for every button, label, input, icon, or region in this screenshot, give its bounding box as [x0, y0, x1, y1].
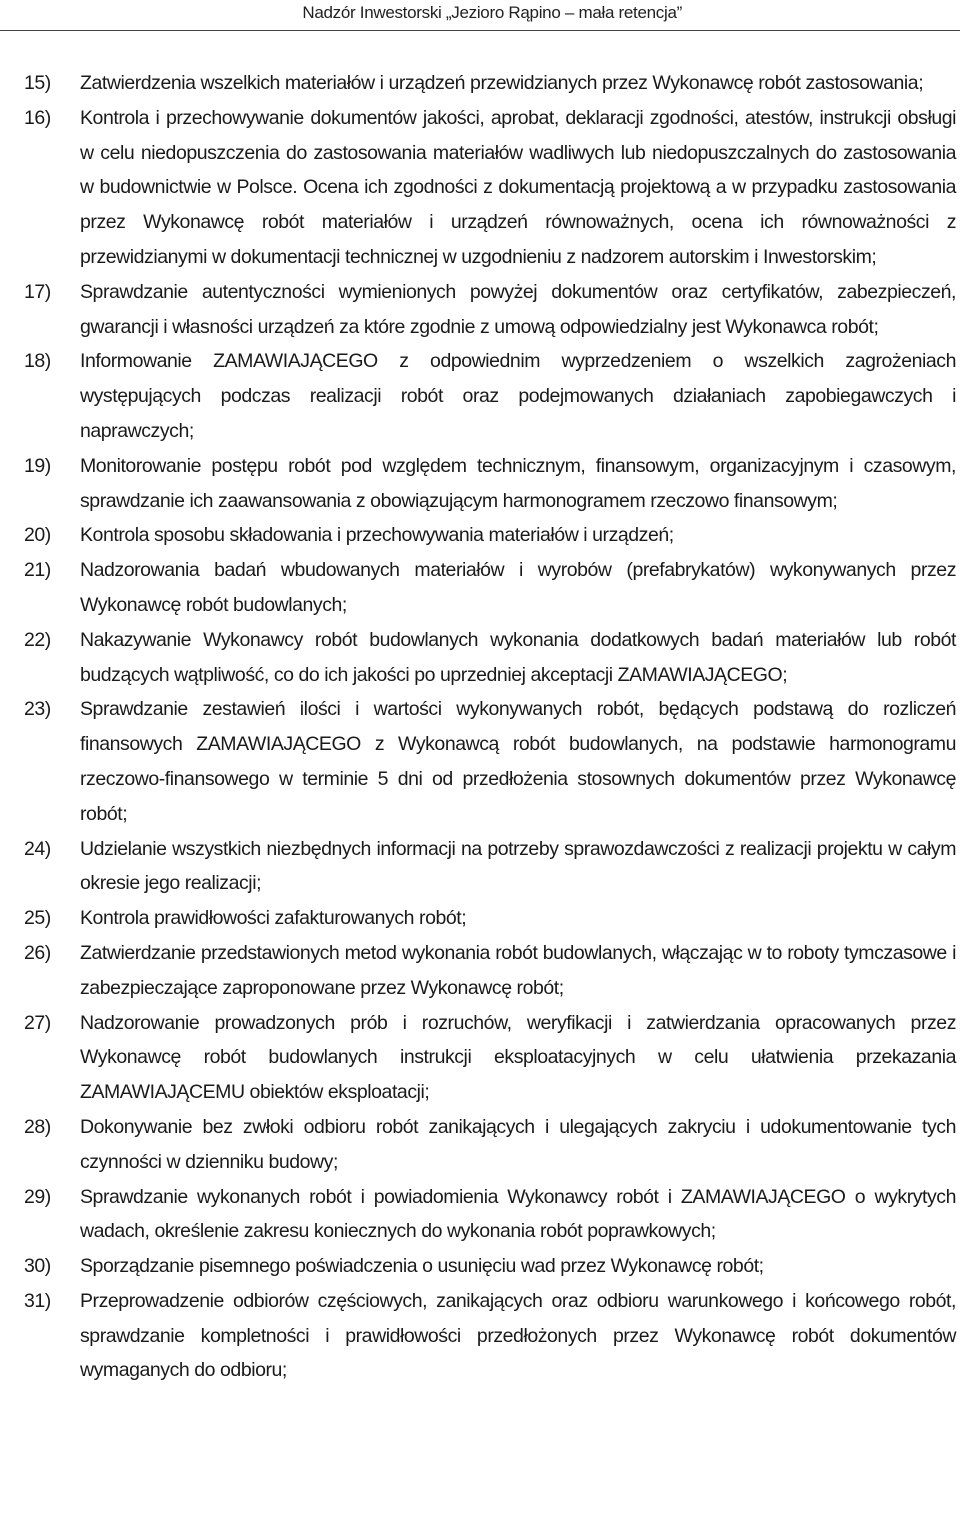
item-text: Sporządzanie pisemnego poświadczenia o usunięciu wad przez Wykonawcę robót; — [80, 1255, 764, 1278]
item-number: 17) — [24, 280, 51, 303]
list-item — [0, 344, 960, 448]
list-item — [0, 66, 960, 101]
item-text: Sprawdzanie wykonanych robót i powiadomienia Wykonawcy robót i ZAMAWIAJĄCEGO o wykrytych wadach, określenie zakresu koniecznych do wykonania robót poprawkowych; — [80, 1185, 956, 1243]
item-number: 15) — [24, 72, 51, 94]
list-item — [0, 692, 960, 831]
list-item — [0, 1180, 960, 1250]
item-text: Kontrola sposobu składowania i przechowywania materiałów i urządzeń; — [80, 524, 674, 547]
item-text: Sprawdzanie zestawień ilości i wartości wykonywanych robót, będących podstawą do rozliczeń finansowych ZAMAWIAJĄCEGO z Wykonawcą robót budowlanych, na podstawie harmonogramu rzeczowo-finansowego w terminie 5 dni od przedłożenia stosownych dokumentów przez Wykonawcę robót; — [80, 698, 956, 825]
duties-list — [0, 66, 960, 1388]
item-number: 21) — [24, 559, 51, 582]
running-header — [0, 0, 960, 31]
item-text: Zatwierdzanie przedstawionych metod wykonania robót budowlanych, włączając w to roboty tymczasowe i zabezpieczające zaproponowane przez Wykonawcę robót; — [80, 941, 956, 999]
item-text: Informowanie ZAMAWIAJĄCEGO z odpowiednim wyprzedzeniem o wszelkich zagrożeniach występujących podczas realizacji robót oraz podejmowanych działaniach zapobiegawczych i naprawczych; — [80, 350, 956, 442]
item-number: 24) — [24, 837, 51, 860]
item-number: 22) — [24, 628, 51, 651]
item-number: 29) — [24, 1185, 51, 1208]
item-number: 20) — [24, 524, 51, 547]
item-text: Nakazywanie Wykonawcy robót budowlanych wykonania dodatkowych badań materiałów lub robót budzących wątpliwość, co do ich jakości po uprzedniej akceptacji ZAMAWIAJĄCEGO; — [80, 628, 956, 686]
item-number: 30) — [24, 1255, 51, 1278]
item-number: 23) — [24, 698, 51, 721]
item-text: Przeprowadzenie odbiorów częściowych, zanikających oraz odbioru warunkowego i końcowego robót, sprawdzanie kompletności i prawidłowości przedłożonych przez Wykonawcę robót dokumentów wymaganych do odbioru; — [80, 1289, 956, 1382]
item-number: 19) — [24, 454, 51, 477]
item-text: Nadzorowania badań wbudowanych materiałów i wyrobów (prefabrykatów) wykonywanych przez Wykonawcę robót budowlanych; — [80, 559, 956, 616]
item-text: Udzielanie wszystkich niezbędnych informacji na potrzeby sprawozdawczości z realizacji projektu w całym okresie jego realizacji; — [80, 837, 956, 895]
document-header-title: Nadzór Inwestorski „Jezioro Rąpino – mała retencja” — [302, 3, 682, 22]
item-text: Kontrola i przechowywanie dokumentów jakości, aprobat, deklaracji zgodności, atestów, instrukcji obsługi w celu niedopuszczenia do zastosowania materiałów wadliwych lub niedopuszczalnych do zastosowania w budownictwie w Polsce. Ocena ich zgodności z dokumentacją projektową a w przypadku zastosowania przez Wykonawcę robót materiałów i urządzeń równoważnych, ocena ich równoważności z przewidzianymi w dokumentacji technicznej w uzgodnieniu z nadzorem autorskim i Inwestorskim; — [80, 106, 956, 268]
list-item — [0, 901, 960, 936]
item-number: 28) — [24, 1115, 51, 1138]
list-item — [0, 553, 960, 623]
item-text: Sprawdzanie autentyczności wymienionych powyżej dokumentów oraz certyfikatów, zabezpieczeń, gwarancji i własności urządzeń za które zgodnie z umową odpowiedzialny jest Wykonawca robót; — [80, 280, 956, 338]
list-item — [0, 1110, 960, 1180]
list-item — [0, 936, 960, 1006]
item-text: Dokonywanie bez zwłoki odbioru robót zanikających i ulegających zakryciu i udokumentowanie tych czynności w dzienniku budowy; — [80, 1115, 956, 1173]
list-item — [0, 623, 960, 693]
item-number: 27) — [24, 1011, 51, 1034]
item-text: Nadzorowanie prowadzonych prób i rozruchów, weryfikacji i zatwierdzania opracowanych przez Wykonawcę robót budowlanych instrukcji eksploatacyjnych w celu ułatwienia przekazania ZAMAWIAJĄCEMU obiektów eksploatacji; — [80, 1011, 956, 1104]
item-number: 18) — [24, 350, 51, 373]
item-text: Kontrola prawidłowości zafakturowanych robót; — [80, 907, 467, 930]
list-item — [0, 1006, 960, 1110]
list-item — [0, 101, 960, 275]
list-item — [0, 518, 960, 553]
item-text: Zatwierdzenia wszelkich materiałów i urządzeń przewidzianych przez Wykonawcę robót zastosowania; — [80, 72, 924, 94]
item-number: 31) — [24, 1289, 51, 1312]
item-text: Monitorowanie postępu robót pod względem technicznym, finansowym, organizacyjnym i czasowym, sprawdzanie ich zaawansowania z obowiązującym harmonogramem rzeczowo finansowym; — [80, 454, 956, 512]
item-number: 26) — [24, 941, 51, 964]
list-item — [0, 1284, 960, 1388]
list-item — [0, 1249, 960, 1284]
item-number: 25) — [24, 907, 51, 930]
list-item — [0, 275, 960, 345]
list-item — [0, 832, 960, 902]
item-number: 16) — [24, 106, 51, 129]
list-item — [0, 449, 960, 519]
